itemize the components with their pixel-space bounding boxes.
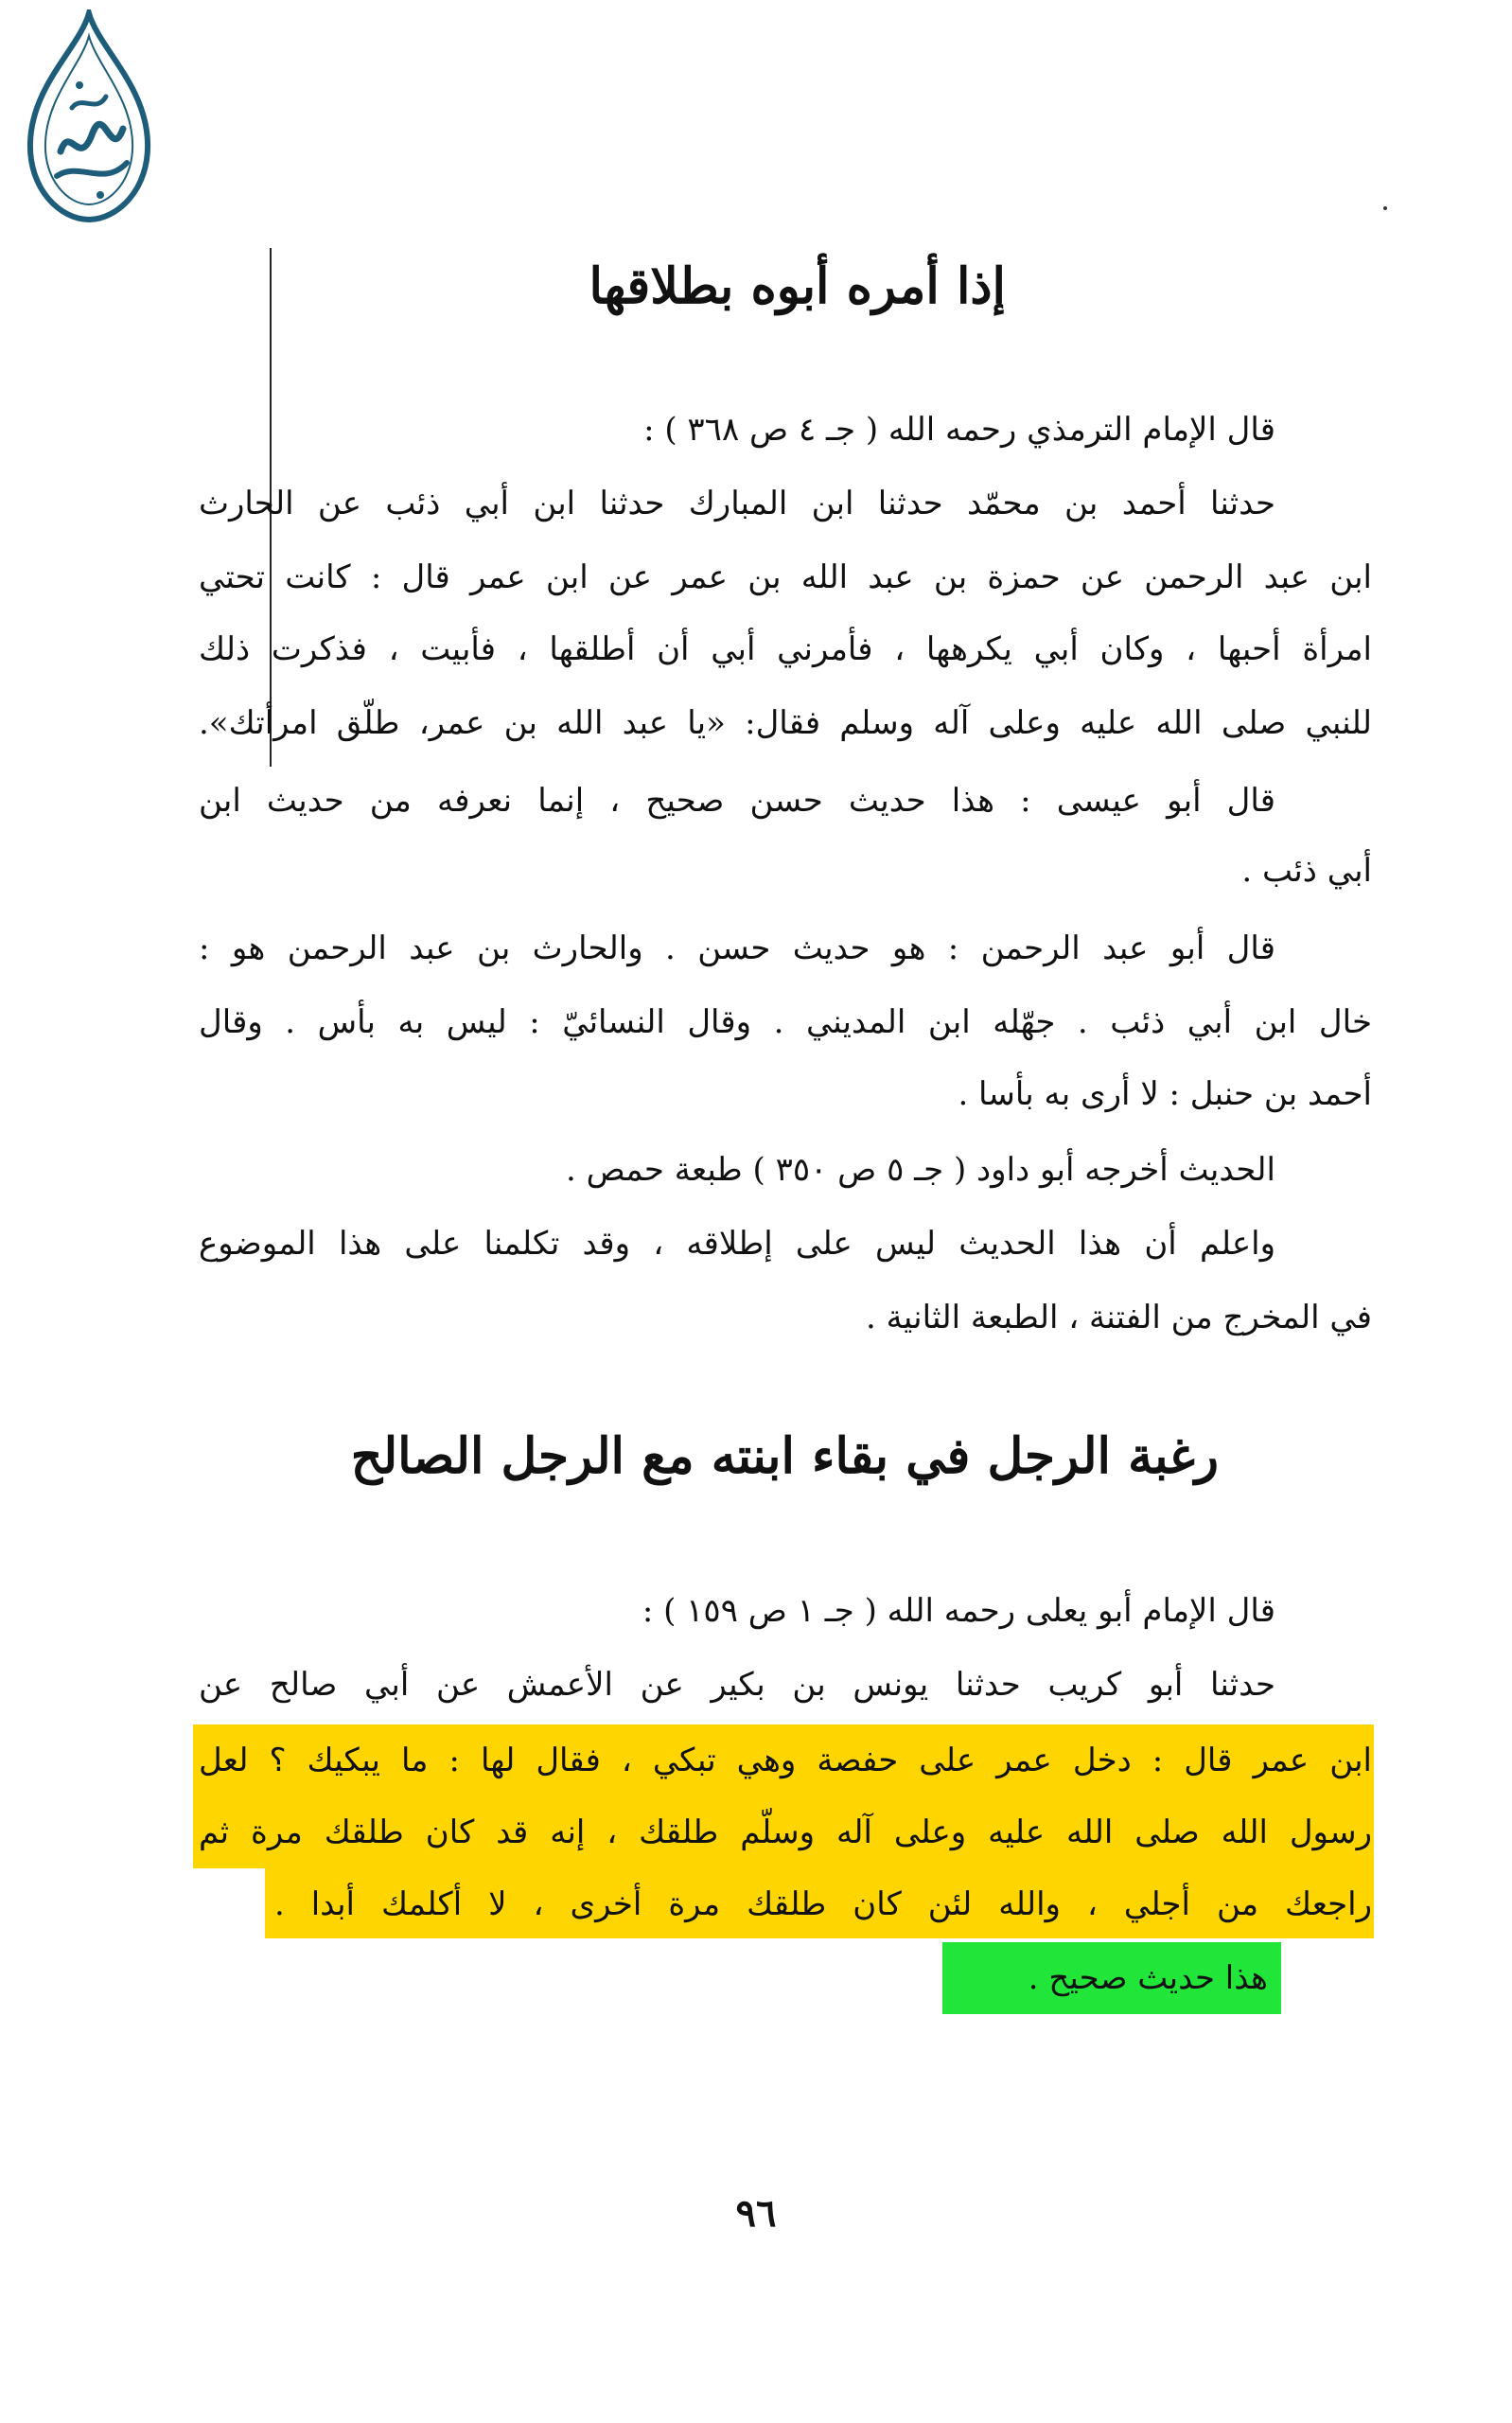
highlighted-text-line: ابن عمر قال : دخل عمر على حفصة وهي تبكي ، فقال لها : ما يبكيك ؟ لعل: [199, 1742, 1372, 1779]
text-line: في المخرج من الفتنة ، الطبعة الثانية .: [866, 1299, 1372, 1336]
highlighted-text-line: راجعك من أجلي ، والله لئن كان طلقك مرة أخرى ، لا أكلمك أبدا .: [274, 1885, 1372, 1923]
text-line: حدثنا أبو كريب حدثنا يونس بن بكير عن الأعمش عن أبي صالح عن: [199, 1666, 1275, 1704]
text-line: أبي ذئب .: [1241, 852, 1372, 890]
page-number: ٩٦: [735, 2191, 777, 2236]
text-line: ابن عبد الرحمن عن حمزة بن عبد الله بن عمر عن ابن عمر قال : كانت تحتي: [199, 558, 1372, 596]
text-line: قال أبو عيسى : هذا حديث حسن صحيح ، إنما نعرفه من حديث ابن: [199, 782, 1275, 820]
text-line: قال الإمام أبو يعلى رحمه الله ( جـ ١ ص ١٥٩ ) :: [642, 1592, 1275, 1630]
text-line: أحمد بن حنبل : لا أرى به بأسا .: [958, 1075, 1372, 1113]
text-line: خال ابن أبي ذئب . جهّله ابن المديني . وقال النسائيّ : ليس به بأس . وقال: [199, 1003, 1372, 1041]
text-line: حدثنا أحمد بن محمّد حدثنا ابن المبارك حدثنا ابن أبي ذئب عن الحارث: [199, 485, 1275, 522]
scan-speck: [1383, 206, 1387, 210]
publisher-logo: [13, 9, 165, 227]
section-title-2: رغبة الرجل في بقاء ابنته مع الرجل الصالح: [350, 1427, 1219, 1485]
highlighted-text-line: رسول الله صلى الله عليه وعلى آله وسلّم طلقك ، إنه قد كان طلقك مرة ثم: [199, 1813, 1372, 1851]
text-line: الحديث أخرجه أبو داود ( جـ ٥ ص ٣٥٠ ) طبعة حمص .: [565, 1151, 1275, 1189]
text-line: امرأة أحبها ، وكان أبي يكرهها ، فأمرني أبي أن أطلقها ، فأبيت ، فذكرت ذلك: [199, 630, 1372, 668]
text-line: قال أبو عبد الرحمن : هو حديث حسن . والحارث بن عبد الرحمن هو :: [199, 929, 1275, 967]
text-line: قال الإمام الترمذي رحمه الله ( جـ ٤ ص ٣٦٨ ) :: [643, 411, 1275, 449]
text-line: للنبي صلى الله عليه وعلى آله وسلم فقال: «يا عبد الله بن عمر، طلّق امرأتك».: [199, 704, 1372, 742]
text-line: واعلم أن هذا الحديث ليس على إطلاقه ، وقد تكلمنا على هذا الموضوع: [199, 1225, 1275, 1263]
section-title-1: إذا أمره أبوه بطلاقها: [589, 257, 1006, 315]
green-highlighted-text-line: هذا حديث صحيح .: [1028, 1959, 1268, 1997]
